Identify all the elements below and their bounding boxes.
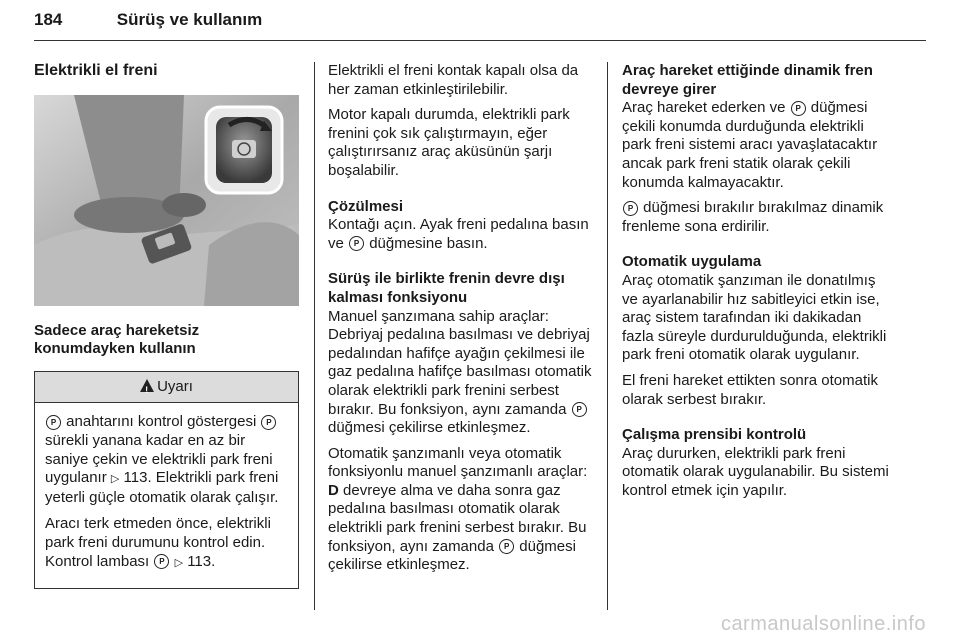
header-rule	[34, 40, 926, 41]
page-title: Elektrikli el freni	[34, 62, 158, 79]
paragraph	[622, 99, 892, 192]
text-run: Manuel şanzımana sahip araçlar: Debriyaj pedalına basılması ve debriyaj pedalından hafifçe ayağın çekilmesi ile gaz pedalına hafifçe basılması otomatik olarak elektrikli park frenini serbest bırakır. Bu fonksiyon, aynı zamanda	[328, 307, 592, 418]
paragraph	[328, 216, 596, 253]
parking-brake-icon: P	[154, 554, 169, 569]
text-run: düğmesi çekilirse etkinleşmez.	[328, 419, 531, 437]
paragraph: Elektrikli el freni kontak kapalı olsa da her zaman etkinleştirilebilir.	[328, 62, 579, 98]
warning-title: Uyarı	[157, 377, 193, 395]
warning-box	[34, 371, 299, 589]
column-divider	[314, 62, 315, 610]
text-run: Otomatik şanzımanlı veya otomatik fonksiyonlu manuel şanzımanlı araçlar:	[328, 444, 588, 481]
paragraph: Araç otomatik şanzıman ile donatılmış ve ayarlanabilir hız sabitleyici etkin ise, araç sistem tarafından iki dakikadan fazla süreyle durdurulduğunda, elektrikli park freni otomatik olarak uygulanır.	[622, 271, 887, 364]
column-middle	[328, 62, 596, 582]
page-number: 184	[34, 10, 63, 29]
section-heading: Çözülmesi	[328, 197, 404, 215]
page-ref-arrow-icon: ▷	[110, 473, 120, 486]
text-run: Kontağı açın. Ayak freni pedalına basın ve	[328, 216, 589, 252]
paragraph: Araç dururken, elektrikli park freni otomatik olarak uygulanabilir. Bu sistemi kontrol etmek için yapılır.	[622, 444, 889, 499]
warning-paragraph	[45, 413, 288, 507]
parking-brake-icon: P	[46, 415, 61, 430]
section-heading: Çalışma prensibi kontrolü	[622, 426, 807, 444]
parking-brake-icon: P	[623, 201, 638, 216]
section-title: Sürüş ve kullanım	[116, 10, 263, 29]
paragraph	[622, 199, 892, 236]
warning-body	[35, 403, 298, 588]
paragraph	[328, 308, 596, 438]
page-header	[34, 10, 262, 30]
page-ref[interactable]: 113	[123, 469, 148, 487]
text-run: düğmesi çekilirse etkinleşmez.	[328, 537, 576, 574]
parking-brake-icon: P	[791, 101, 806, 116]
text-run: sürekli yanana kadar en az bir saniye çekin ve elektrikli park freni uygulanır	[45, 431, 273, 487]
gear-label: D	[328, 481, 339, 499]
text-run: Araç hareket ederken ve	[622, 99, 786, 117]
text-run: düğmesi çekili konumda durduğunda elektrikli park freni sistemi aracı yavaşlatacaktır ancak park freni statik olarak çekili konumda kalmayacaktır.	[622, 99, 878, 191]
parking-brake-icon: P	[261, 415, 276, 430]
text-run: devreye alma ve daha sonra gaz pedalına basılması otomatik olarak elektrikli park frenini serbest bırakır. Bu fonksiyon, aynı zamanda	[328, 481, 587, 555]
warning-paragraph	[45, 515, 288, 572]
parking-brake-icon: P	[572, 402, 587, 417]
column-divider	[607, 62, 608, 610]
paragraph: Motor kapalı durumda, elektrikli park frenini çok sık çalıştırmayın, eğer çalıştırırsanız araç aküsünün şarjı boşalabilir.	[328, 106, 570, 179]
parking-brake-photo	[34, 95, 299, 306]
section-heading: Sürüş ile birlikte frenin devre dışı kalması fonksiyonu	[328, 270, 565, 306]
subheading: Sadece araç hareketsiz konumdayken kullanın	[34, 321, 200, 358]
section-heading: Otomatik uygulama	[622, 253, 762, 271]
page-ref[interactable]: 113.	[187, 552, 216, 570]
warning-header	[35, 372, 298, 404]
paragraph: El freni hareket ettikten sonra otomatik olarak serbest bırakır.	[622, 371, 878, 408]
warning-icon	[140, 379, 154, 392]
text-run: düğmesine basın.	[369, 234, 488, 252]
page-ref-arrow-icon: ▷	[174, 556, 184, 569]
text-run: anahtarını kontrol göstergesi	[66, 413, 257, 431]
text-run: düğmesi bırakılır bırakılmaz dinamik frenleme sona erdirilir.	[622, 199, 884, 235]
watermark: carmanualsonline.info	[720, 613, 926, 635]
text-run: Aracı terk etmeden önce, elektrikli park freni durumunu kontrol edin. Kontrol lambası	[45, 515, 271, 570]
section-heading: Araç hareket ettiğinde dinamik fren devreye girer	[622, 62, 873, 98]
column-left	[34, 62, 299, 589]
paragraph	[328, 445, 596, 575]
parking-brake-icon: P	[499, 539, 514, 554]
column-right	[622, 62, 892, 507]
text-run: . Elektrikli park freni yeterli güçle otomatik olarak çalışır.	[45, 469, 279, 506]
parking-brake-icon: P	[349, 236, 364, 251]
